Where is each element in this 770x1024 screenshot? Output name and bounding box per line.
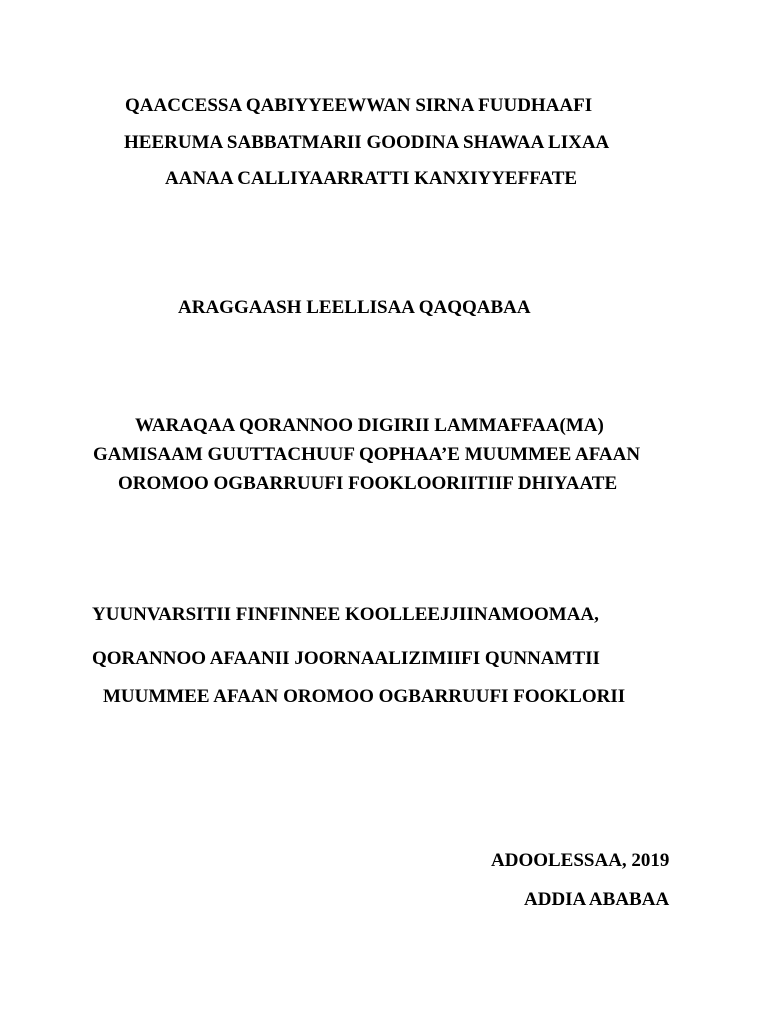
institution-line-2: QORANNOO AFAANII JOORNAALIZIMIIFI QUNNAMTII [92, 648, 600, 669]
submission-date: ADOOLESSAA, 2019 [491, 850, 670, 871]
title-line-3: AANAA CALLIYAARRATTI KANXIYYEFFATE [165, 168, 578, 189]
author-name: ARAGGAASH LEELLISAA QAQQABAA [178, 297, 531, 318]
title-line-1: QAACCESSA QABIYYEEWWAN SIRNA FUUDHAAFI [125, 95, 593, 116]
degree-line-2: GAMISAAM GUUTTACHUUF QOPHAA’E MUUMMEE AFAAN [93, 444, 641, 465]
degree-line-3: OROMOO OGBARRUUFI FOOKLOORIITIIF DHIYAATE [118, 473, 618, 494]
title-line-2: HEERUMA SABBATMARII GOODINA SHAWAA LIXAA [124, 132, 610, 153]
degree-line-1: WARAQAA QORANNOO DIGIRII LAMMAFFAA(MA) [135, 415, 604, 436]
institution-line-3: MUUMMEE AFAAN OROMOO OGBARRUUFI FOOKLORII [103, 686, 626, 707]
submission-place: ADDIA ABABAA [524, 889, 670, 910]
institution-line-1: YUUNVARSITII FINFINNEE KOOLLEEJJIINAMOOMAA, [92, 604, 599, 625]
